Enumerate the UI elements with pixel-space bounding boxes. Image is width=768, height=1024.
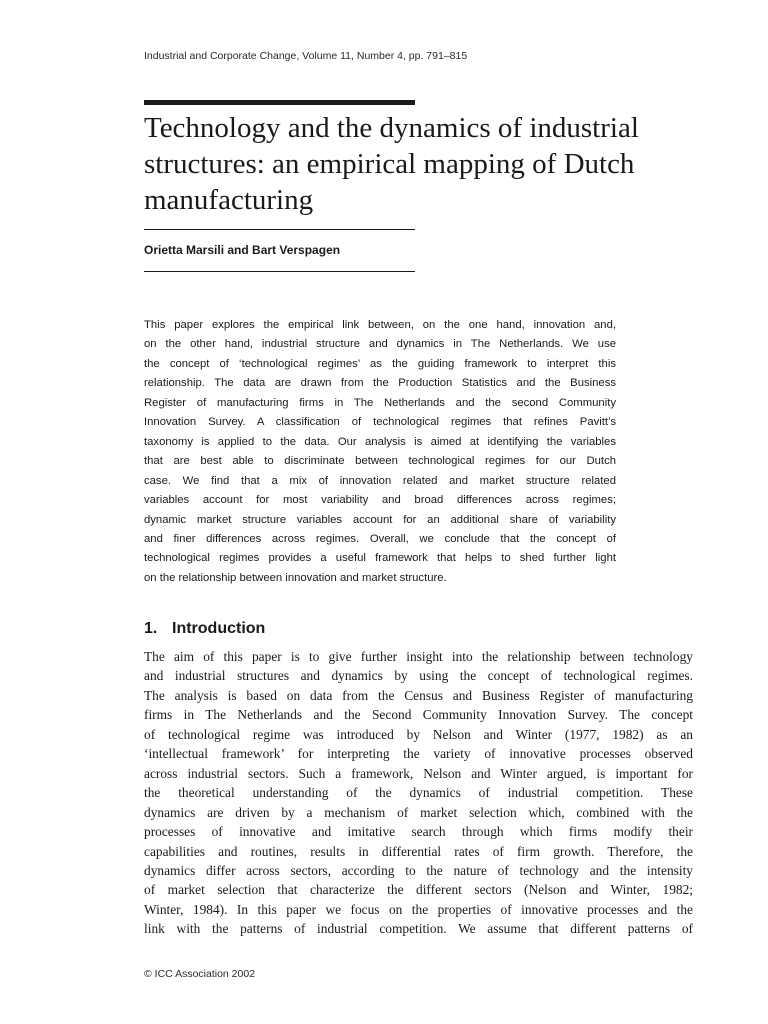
body-line: dynamics are driven by a mechanism of market selection which, combined with the <box>144 804 693 820</box>
body-line: and industrial structures and dynamics by using the concept of technological regimes. <box>144 668 693 684</box>
abstract <box>144 316 616 588</box>
article-authors: Orietta Marsili and Bart Verspagen <box>144 243 341 257</box>
section-number: 1. <box>144 620 158 637</box>
body-line: The analysis is based on data from the Census and Business Register of manufacturing <box>144 687 693 703</box>
authors-bottom-rule <box>144 271 415 272</box>
abstract-line: on the relationship between innovation and market structure. <box>144 571 447 584</box>
section-title: Introduction <box>172 620 266 637</box>
abstract-line: relationship. The data are drawn from the Production Statistics and the Business <box>144 377 616 390</box>
body-line: capabilities and routines, results in differential rates of firm growth. Therefore, the <box>144 843 693 859</box>
abstract-line: case. We find that a mix of innovation related and market structure related <box>144 474 616 487</box>
abstract-line: on the other hand, industrial structure and dynamics in The Netherlands. We use <box>144 338 616 351</box>
section-heading <box>144 620 265 638</box>
title-line: manufacturing <box>144 184 314 216</box>
body-line: the theoretical understanding of the dynamics of industrial competition. These <box>144 785 693 801</box>
body-line: across industrial sectors. Such a framework, Nelson and Winter argued, is important for <box>144 765 693 781</box>
abstract-line: Innovation Survey. A classification of technological regimes that refines Pavitt’s <box>144 416 616 429</box>
title-top-rule <box>144 100 415 105</box>
abstract-line: the concept of ‘technological regimes’ as the guiding framework to interpret this <box>144 357 616 370</box>
body-line: of technological regime was introduced by Nelson and Winter (1977, 1982) as an <box>144 726 693 742</box>
title-line: structures: an empirical mapping of Dutch <box>144 148 635 180</box>
abstract-line: taxonomy is applied to the data. Our analysis is aimed at identifying the variables <box>144 435 616 448</box>
body-line: firms in The Netherlands and the Second Community Innovation Survey. The concept <box>144 707 693 723</box>
body-line: processes of innovative and imitative search through which firms modify their <box>144 824 693 840</box>
abstract-line: technological regimes provides a useful framework that helps to shed further light <box>144 552 616 565</box>
authors-top-rule <box>144 229 415 230</box>
abstract-line: that are best able to discriminate between technological regimes for our Dutch <box>144 455 616 468</box>
body-line: ‘intellectual framework’ for interpreting the variety of innovative processes observed <box>144 746 693 762</box>
article-title <box>144 110 704 218</box>
abstract-line: variables account for most variability and broad differences across regimes; <box>144 494 616 507</box>
abstract-line: dynamic market structure variables account for an additional share of variability <box>144 513 616 526</box>
copyright-notice: © ICC Association 2002 <box>144 968 256 980</box>
body-line: link with the patterns of industrial competition. We assume that different patterns of <box>144 921 693 937</box>
body-line: dynamics differ across sectors, according to the nature of technology and the intensity <box>144 862 693 878</box>
journal-citation: Industrial and Corporate Change, Volume 11, Number 4, pp. 791–815 <box>144 50 468 62</box>
abstract-line: This paper explores the empirical link between, on the one hand, innovation and, <box>144 319 616 331</box>
introduction-body <box>144 647 693 939</box>
body-line: of market selection that characterize the different sectors (Nelson and Winter, 1982; <box>144 882 693 898</box>
body-line: The aim of this paper is to give further insight into the relationship between technology <box>144 649 693 664</box>
body-line: Winter, 1984). In this paper we focus on the properties of innovative processes and the <box>144 901 693 917</box>
abstract-line: and finer differences across regimes. Overall, we conclude that the concept of <box>144 532 616 545</box>
abstract-line: Register of manufacturing firms in The Netherlands and the second Community <box>144 396 616 409</box>
title-line: Technology and the dynamics of industrial <box>144 112 639 144</box>
